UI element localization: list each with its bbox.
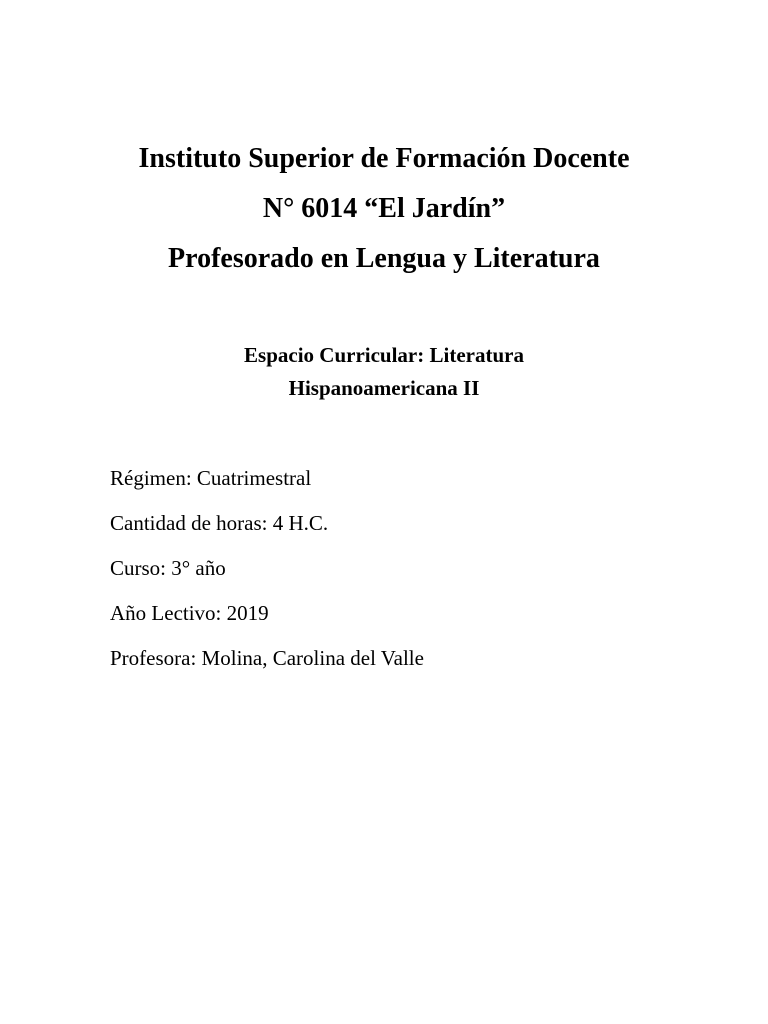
institution-number: N° 6014 “El Jardín” xyxy=(262,193,506,224)
curricular-space-line-1: Espacio Curricular: Literatura xyxy=(244,343,524,367)
program-name: Profesorado en Lengua y Literatura xyxy=(168,243,600,274)
detail-hours: Cantidad de horas: 4 H.C. xyxy=(110,511,329,535)
curricular-space-line-2: Hispanoamericana II xyxy=(288,376,480,400)
detail-course: Curso: 3° año xyxy=(110,556,226,580)
detail-regime: Régimen: Cuatrimestral xyxy=(110,466,312,490)
detail-professor: Profesora: Molina, Carolina del Valle xyxy=(110,646,424,670)
institution-name: Instituto Superior de Formación Docente xyxy=(138,143,630,174)
course-details xyxy=(110,456,730,681)
curricular-space xyxy=(0,339,768,405)
detail-school-year: Año Lectivo: 2019 xyxy=(110,601,269,625)
institution-header xyxy=(0,134,768,284)
